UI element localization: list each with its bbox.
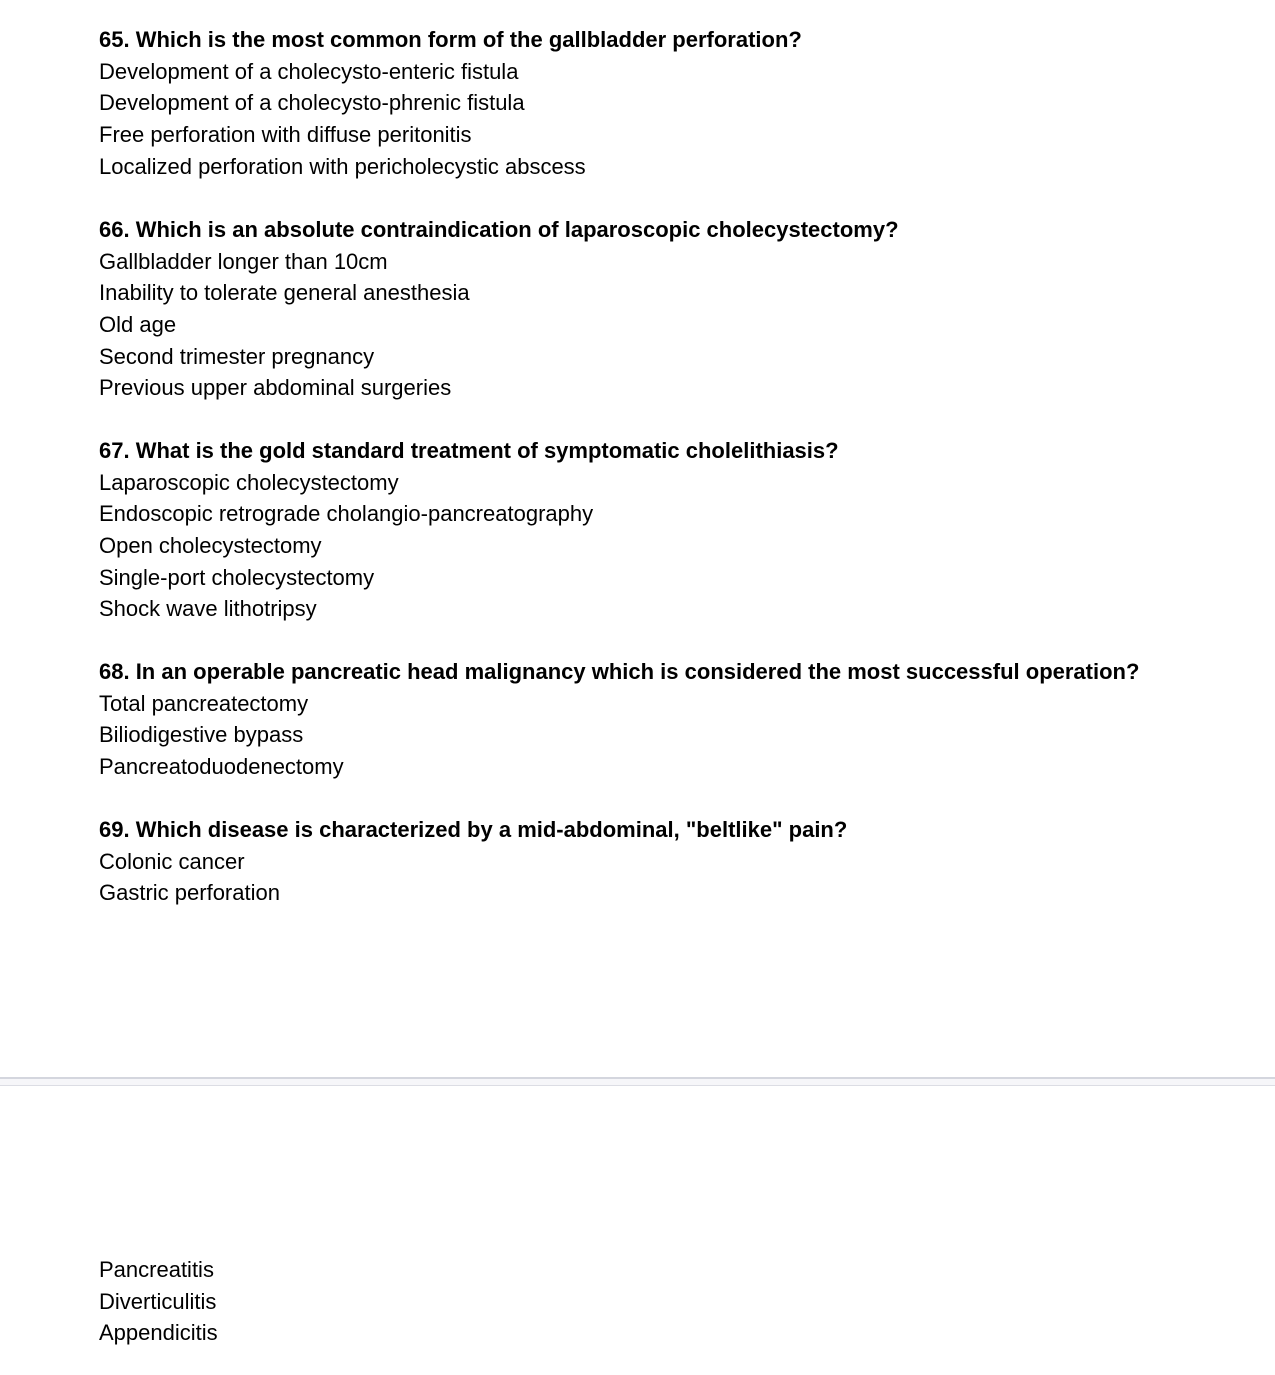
question-block-69 — [99, 814, 847, 909]
answer-option: Endoscopic retrograde cholangio-pancreatography — [99, 501, 594, 527]
answer-option: Development of a cholecysto-phrenic fistula — [99, 90, 525, 116]
answer-option: Second trimester pregnancy — [99, 343, 375, 369]
answer-option: Old age — [99, 312, 177, 338]
question-text: 68. In an operable pancreatic head malignancy which is considered the most successful operation? — [99, 659, 1140, 684]
answer-option: Laparoscopic cholecystectomy — [99, 469, 399, 495]
question-block-68 — [99, 656, 1139, 783]
answer-option: Total pancreatectomy — [99, 690, 309, 716]
question-text: 69. Which disease is characterized by a mid-abdominal, "beltlike" pain? — [99, 817, 848, 842]
answer-option: Biliodigestive bypass — [99, 722, 304, 748]
answer-option: Shock wave lithotripsy — [99, 596, 317, 622]
question-block-65 — [99, 24, 802, 182]
answer-option: Open cholecystectomy — [99, 533, 322, 559]
answer-option: Inability to tolerate general anesthesia — [99, 280, 470, 306]
answer-option: Single-port cholecystectomy — [99, 564, 375, 590]
question-block-67 — [99, 435, 839, 625]
answer-option: Gallbladder longer than 10cm — [99, 248, 388, 274]
answer-option: Colonic cancer — [99, 848, 245, 874]
answer-option: Free perforation with diffuse peritonitis — [99, 122, 472, 148]
answer-option: Appendicitis — [99, 1320, 218, 1346]
question-text: 65. Which is the most common form of the gallbladder perforation? — [99, 27, 802, 52]
page-break-divider — [0, 1077, 1275, 1087]
question-text: 66. Which is an absolute contraindication of laparoscopic cholecystectomy? — [99, 217, 899, 242]
question-text: 67. What is the gold standard treatment of symptomatic cholelithiasis? — [99, 438, 839, 463]
answer-option: Previous upper abdominal surgeries — [99, 375, 452, 401]
answer-option: Gastric perforation — [99, 880, 280, 906]
answer-option: Pancreatitis — [99, 1257, 214, 1282]
page-break-rule-bottom — [0, 1085, 1275, 1086]
question-block-66 — [99, 214, 899, 404]
answer-option: Localized perforation with pericholecystic abscess — [99, 153, 586, 179]
answer-option: Diverticulitis — [99, 1288, 217, 1314]
answer-option: Development of a cholecysto-enteric fistula — [99, 58, 519, 84]
answer-option: Pancreatoduodenectomy — [99, 754, 344, 780]
question-block-69-continued — [99, 1254, 218, 1349]
